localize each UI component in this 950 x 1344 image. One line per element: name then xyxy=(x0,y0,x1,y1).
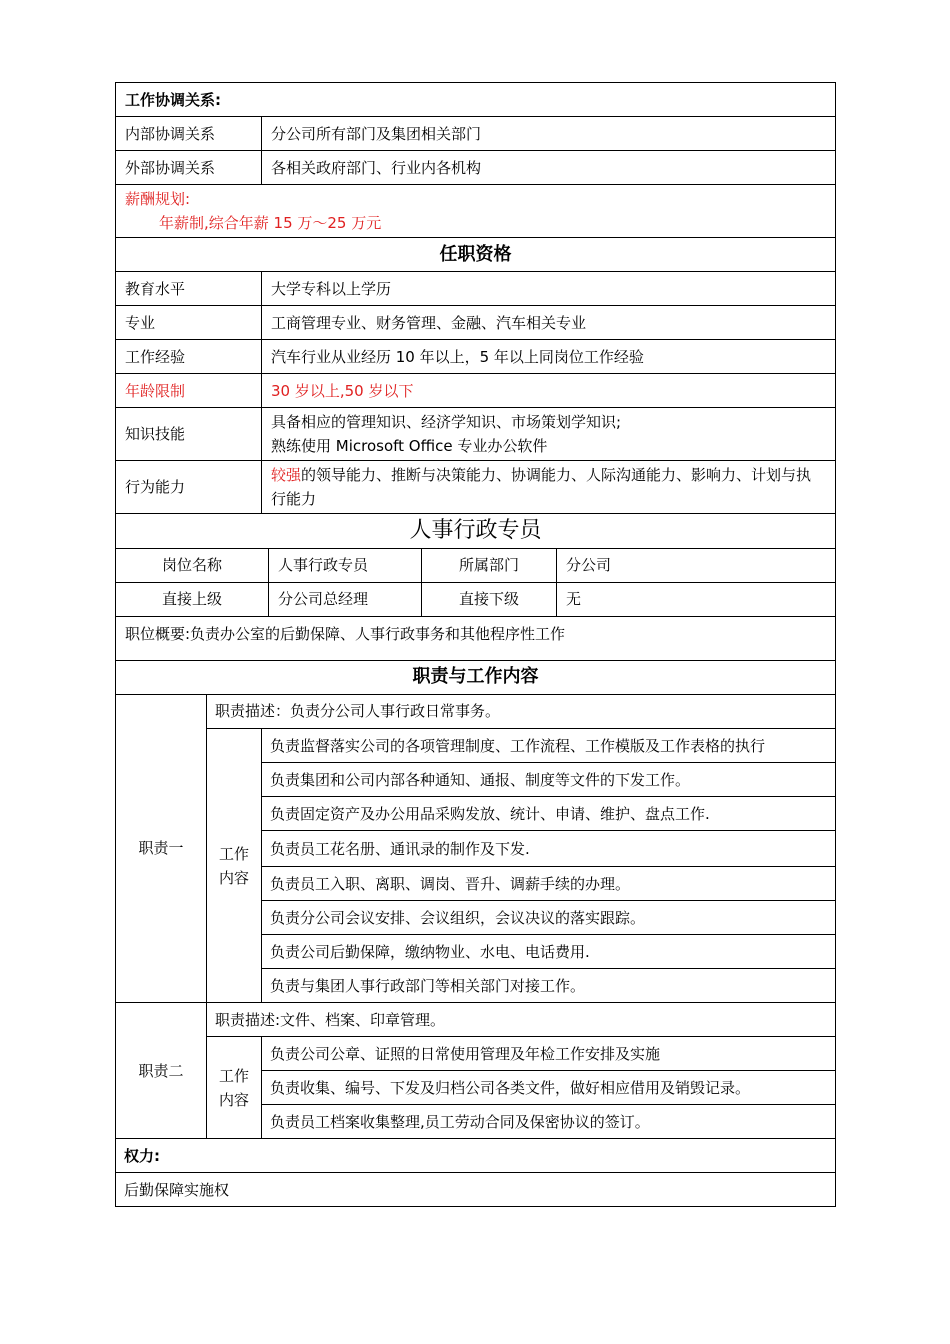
authority-value: 后勤保障实施权 xyxy=(116,1173,836,1207)
duties-table xyxy=(115,695,836,1208)
duty-1-description: 职责描述：负责分公司人事行政日常事务。 xyxy=(207,695,836,729)
subordinate-label: 直接下级 xyxy=(422,582,557,616)
qualifications-title: 任职资格 xyxy=(116,238,836,272)
duty-1-item: 负责集团和公司内部各种通知、通报、制度等文件的下发工作。 xyxy=(262,763,836,797)
external-coordination-label: 外部协调关系 xyxy=(116,151,262,185)
internal-coordination-value: 分公司所有部门及集团相关部门 xyxy=(262,117,836,151)
position-title: 人事行政专员 xyxy=(116,514,836,548)
knowledge-line-1: 具备相应的管理知识、经济学知识、市场策划学知识; xyxy=(271,413,622,431)
external-coordination-value: 各相关政府部门、行业内各机构 xyxy=(262,151,836,185)
major-value: 工商管理专业、财务管理、金融、汽车相关专业 xyxy=(262,306,836,340)
duty-1-item: 负责员工花名册、通讯录的制作及下发. xyxy=(262,831,836,867)
duty-1-label: 职责一 xyxy=(116,695,207,1003)
duty-2-content-label: 工作内容 xyxy=(207,1037,262,1139)
duty-2-item: 负责员工档案收集整理,员工劳动合同及保密协议的签订。 xyxy=(262,1105,836,1139)
knowledge-label: 知识技能 xyxy=(116,408,262,461)
knowledge-value xyxy=(262,408,836,461)
major-label: 专业 xyxy=(116,306,262,340)
department-label: 所属部门 xyxy=(422,548,557,582)
duty-1-item: 负责分公司会议安排、会议组织，会议决议的落实跟踪。 xyxy=(262,901,836,935)
experience-label: 工作经验 xyxy=(116,340,262,374)
education-value: 大学专科以上学历 xyxy=(262,272,836,306)
duty-1-content-label: 工作内容 xyxy=(207,729,262,1003)
department-value: 分公司 xyxy=(557,548,836,582)
age-limit-label: 年龄限制 xyxy=(116,374,262,408)
position-table xyxy=(115,514,836,695)
knowledge-line-2: 熟练使用 Microsoft Office 专业办公软件 xyxy=(271,437,548,455)
position-summary: 职位概要:负责办公室的后勤保障、人事行政事务和其他程序性工作 xyxy=(116,616,836,660)
behavior-value xyxy=(262,461,836,514)
position-name-value: 人事行政专员 xyxy=(269,548,422,582)
age-limit-value: 30 岁以上,50 岁以下 xyxy=(262,374,836,408)
experience-value: 汽车行业从业经历 10 年以上，5 年以上同岗位工作经验 xyxy=(262,340,836,374)
authority-header: 权力: xyxy=(116,1139,836,1173)
duties-title: 职责与工作内容 xyxy=(116,660,836,694)
duty-2-item: 负责公司公章、证照的日常使用管理及年检工作安排及实施 xyxy=(262,1037,836,1071)
behavior-highlight: 较强 xyxy=(271,466,302,484)
superior-value: 分公司总经理 xyxy=(269,582,422,616)
duty-2-item: 负责收集、编号、下发及归档公司各类文件，做好相应借用及销毁记录。 xyxy=(262,1071,836,1105)
salary-label: 薪酬规划: xyxy=(125,190,191,208)
education-label: 教育水平 xyxy=(116,272,262,306)
qualifications-table xyxy=(115,82,836,514)
behavior-text: 的领导能力、推断与决策能力、协调能力、人际沟通能力、影响力、计划与执行能力 xyxy=(271,466,812,508)
salary-cell xyxy=(116,185,836,238)
duty-1-item: 负责公司后勤保障，缴纳物业、水电、电话费用. xyxy=(262,935,836,969)
duty-2-description: 职责描述:文件、档案、印章管理。 xyxy=(207,1003,836,1037)
document-page xyxy=(115,82,835,1207)
salary-value: 年薪制,综合年薪 15 万～25 万元 xyxy=(159,214,382,232)
internal-coordination-label: 内部协调关系 xyxy=(116,117,262,151)
position-name-label: 岗位名称 xyxy=(116,548,269,582)
coordination-header: 工作协调关系: xyxy=(116,83,836,117)
duty-1-item: 负责固定资产及办公用品采购发放、统计、申请、维护、盘点工作. xyxy=(262,797,836,831)
duty-2-label: 职责二 xyxy=(116,1003,207,1139)
duty-1-item: 负责与集团人事行政部门等相关部门对接工作。 xyxy=(262,969,836,1003)
duty-1-item: 负责监督落实公司的各项管理制度、工作流程、工作模版及工作表格的执行 xyxy=(262,729,836,763)
duty-1-item: 负责员工入职、离职、调岗、晋升、调薪手续的办理。 xyxy=(262,867,836,901)
superior-label: 直接上级 xyxy=(116,582,269,616)
behavior-label: 行为能力 xyxy=(116,461,262,514)
subordinate-value: 无 xyxy=(557,582,836,616)
